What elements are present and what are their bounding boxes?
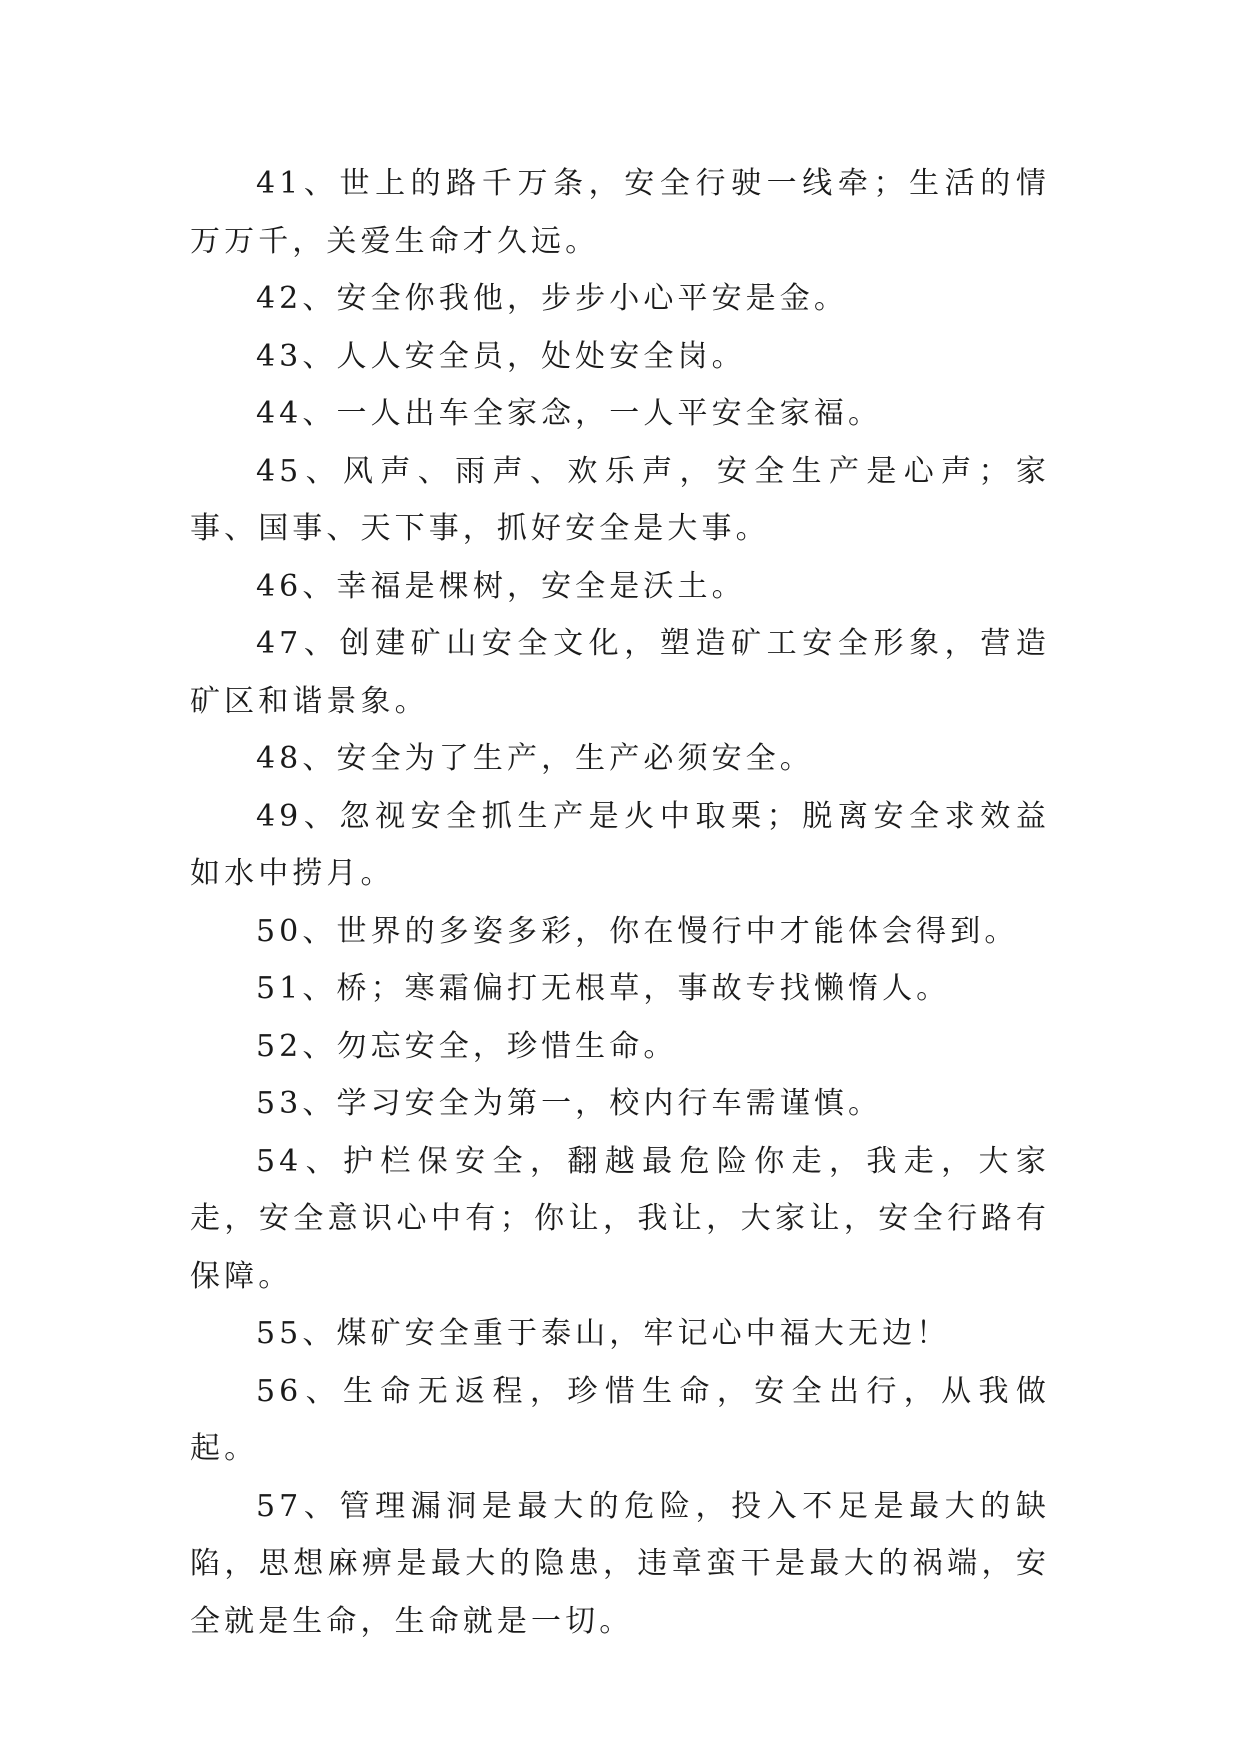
paragraph-42: 42、安全你我他，步步小心平安是金。: [256, 281, 848, 316]
document-body: [190, 155, 1050, 1650]
paragraph-41: 41、世上的路千万条，安全行驶一线牵；生活的情万万千，关爱生命才久远。: [190, 166, 1050, 259]
paragraph-56: 56、生命无返程，珍惜生命，安全出行，从我做起。: [190, 1373, 1050, 1466]
paragraph-49: 49、忽视安全抓生产是火中取栗；脱离安全求效益如水中捞月。: [190, 798, 1050, 891]
paragraph-48: 48、安全为了生产，生产必须安全。: [256, 741, 814, 776]
paragraph-47: 47、创建矿山安全文化，塑造矿工安全形象，营造矿区和谐景象。: [190, 626, 1050, 719]
paragraph-46: 46、幸福是棵树，安全是沃土。: [256, 568, 746, 604]
paragraph-52: 52、勿忘安全，珍惜生命。: [256, 1028, 678, 1064]
paragraph-57: 57、管理漏洞是最大的危险，投入不足是最大的缺陷，思想麻痹是最大的隐患，违章蛮干是最大的祸端，安全就是生命，生命就是一切。: [190, 1488, 1050, 1639]
paragraph-54: 54、护栏保安全，翻越最危险你走，我走，大家走，安全意识心中有；你让，我让，大家让，安全行路有保障。: [190, 1143, 1050, 1294]
paragraph-45: 45、风声、雨声、欢乐声，安全生产是心声；家事、国事、天下事，抓好安全是大事。: [190, 453, 1050, 546]
paragraph-55: 55、煤矿安全重于泰山，牢记心中福大无边！: [256, 1316, 951, 1351]
paragraph-51: 51、桥；寒霜偏打无根草，事故专找懒惰人。: [256, 971, 951, 1006]
paragraph-43: 43、人人安全员，处处安全岗。: [256, 338, 746, 374]
paragraph-44: 44、一人出车全家念，一人平安全家福。: [256, 396, 883, 431]
paragraph-50: 50、世界的多姿多彩，你在慢行中才能体会得到。: [256, 913, 1019, 949]
paragraph-53: 53、学习安全为第一，校内行车需谨慎。: [256, 1086, 883, 1121]
